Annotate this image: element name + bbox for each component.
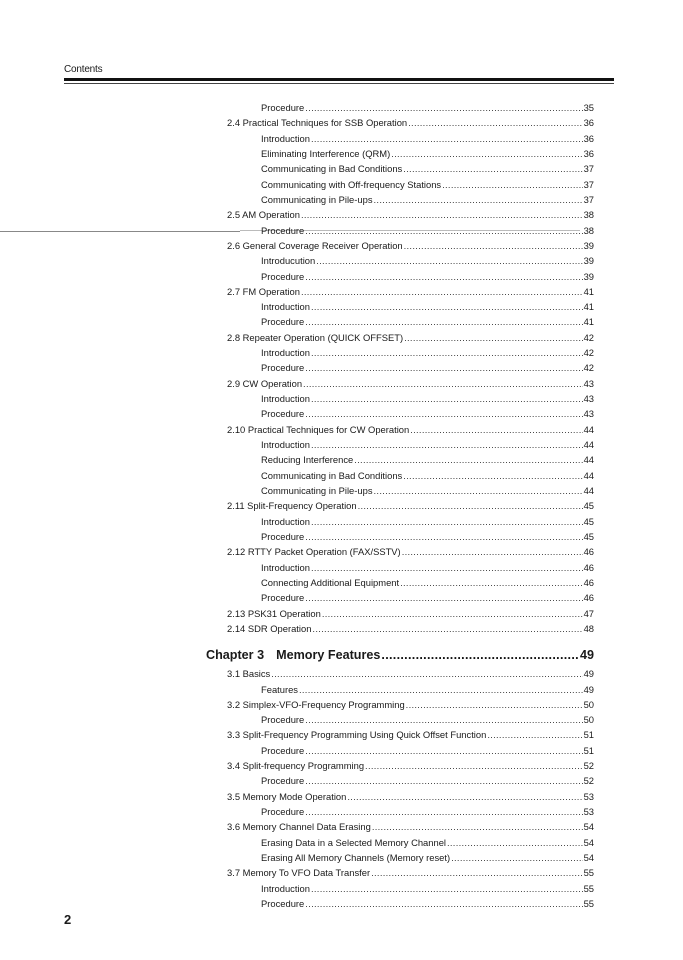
toc-chapter-entry[interactable]	[206, 646, 594, 664]
toc-subsection-entry[interactable]	[261, 851, 594, 865]
toc-entry-title: Introduction	[261, 439, 310, 451]
toc-entry-title: Connecting Additional Equipment	[261, 576, 400, 588]
toc-entry-title: 2.4 Practical Techniques for SSB Operation	[227, 117, 408, 129]
toc-page-number: 44	[583, 469, 594, 481]
toc-subsection-entry[interactable]	[261, 361, 594, 375]
toc-page-number: 54	[583, 821, 594, 833]
toc-page-number: 46	[583, 592, 594, 604]
toc-page-number: 54	[583, 836, 594, 848]
toc-entry-title: Introduction	[261, 515, 310, 527]
toc-entry-title: 2.13 PSK31 Operation	[227, 607, 321, 619]
toc-entry-title: 2.12 RTTY Packet Operation (FAX/SSTV)	[227, 546, 401, 558]
toc-page-number: 36	[583, 132, 594, 144]
dot-leader	[311, 561, 583, 575]
dot-leader	[358, 499, 583, 513]
toc-entry-title: Procedure	[261, 744, 305, 756]
dot-leader	[311, 346, 583, 360]
toc-section-entry[interactable]	[227, 499, 594, 513]
dot-leader	[403, 469, 582, 483]
dot-leader	[404, 239, 583, 253]
toc-page-number: 43	[583, 377, 594, 389]
toc-page-number: 38	[583, 224, 594, 236]
dot-leader	[301, 285, 583, 299]
toc-page-number: 35	[583, 102, 594, 113]
dot-leader	[305, 897, 582, 911]
dot-leader	[305, 530, 582, 544]
toc-page-number: 42	[583, 347, 594, 359]
dot-leader	[402, 545, 583, 559]
dot-leader	[371, 866, 582, 880]
toc-subsection-entry[interactable]	[261, 254, 594, 268]
dot-leader	[271, 667, 582, 681]
toc-entry-title: Communicating in Bad Conditions	[261, 469, 403, 481]
toc-entry-title: Communicating in Pile-ups	[261, 193, 373, 205]
toc-page-number: 43	[583, 393, 594, 405]
dot-leader	[311, 882, 583, 896]
toc-subsection-entry[interactable]	[261, 346, 594, 360]
page-number: 2	[64, 912, 72, 927]
toc-entry-title: Introducution	[261, 255, 316, 267]
dot-leader	[408, 116, 582, 130]
toc-page-number: 53	[583, 806, 594, 818]
toc-entry-title: Communicating with Off-frequency Stations	[261, 178, 442, 190]
toc-entry-title: 3.3 Split-Frequency Programming Using Quick Offset Function	[227, 729, 487, 741]
toc-page-number: 41	[583, 285, 594, 297]
toc-entry-title: 2.14 SDR Operation	[227, 622, 312, 634]
toc-page-number: 46	[583, 561, 594, 573]
toc-subsection-entry[interactable]	[261, 561, 594, 575]
dot-leader	[381, 646, 579, 664]
toc-page-number: 44	[583, 485, 594, 496]
toc-page-number: 53	[583, 790, 594, 802]
dot-leader	[305, 315, 582, 329]
dot-leader	[322, 607, 583, 621]
toc-subsection-entry[interactable]	[261, 484, 594, 498]
toc-entry-title: Erasing Data in a Selected Memory Channel	[261, 836, 446, 848]
toc-subsection-entry[interactable]	[261, 882, 594, 896]
dot-leader	[451, 851, 582, 865]
dot-leader	[311, 438, 583, 452]
dot-leader	[447, 836, 583, 850]
toc-entry-title: Eliminating Interference (QRM)	[261, 147, 391, 159]
toc-page-number: 51	[583, 729, 594, 741]
toc-entry-title: 2.6 General Coverage Receiver Operation	[227, 239, 403, 251]
toc-page-number: 41	[583, 316, 594, 328]
toc-subsection-entry[interactable]	[261, 300, 594, 314]
toc-page-number: 49	[583, 668, 594, 680]
toc-entry-title: 2.9 CW Operation	[227, 377, 303, 389]
toc-section-entry[interactable]	[227, 790, 594, 804]
toc-entry-title: 2.11 Split-Frequency Operation	[227, 500, 357, 512]
toc-section-entry[interactable]	[227, 820, 594, 834]
toc-subsection-entry[interactable]	[261, 407, 594, 421]
dot-leader	[305, 101, 582, 115]
toc-page-number: 50	[583, 698, 594, 710]
dot-leader	[354, 453, 582, 467]
toc-section-entry[interactable]	[227, 377, 594, 391]
toc-entry-title: Features	[261, 683, 298, 695]
toc-subsection-entry[interactable]	[261, 515, 594, 529]
toc-subsection-entry[interactable]	[261, 713, 594, 727]
toc-subsection-entry[interactable]	[261, 178, 594, 192]
dot-leader	[442, 178, 582, 192]
dot-leader	[404, 331, 582, 345]
toc-entry-title: 3.2 Simplex-VFO-Frequency Programming	[227, 698, 405, 710]
toc-page-number: 47	[583, 607, 594, 619]
dot-leader	[311, 515, 583, 529]
toc-page-number: 48	[583, 622, 594, 634]
toc-subsection-entry[interactable]	[261, 101, 594, 115]
header-title: Contents	[64, 64, 103, 75]
toc-section-entry[interactable]	[227, 208, 594, 222]
toc-page-number: 45	[583, 530, 594, 542]
dot-leader	[403, 162, 582, 176]
toc-entry-title: Procedure	[261, 270, 305, 282]
scan-artifact-line	[0, 231, 240, 232]
toc-subsection-entry[interactable]	[261, 438, 594, 452]
dot-leader	[311, 392, 583, 406]
toc-page-number: 49	[579, 648, 594, 663]
toc-entry-title: 3.6 Memory Channel Data Erasing	[227, 821, 371, 833]
dot-leader	[305, 361, 582, 375]
toc-subsection-entry[interactable]	[261, 744, 594, 758]
toc-entry-title: 2.5 AM Operation	[227, 209, 300, 221]
toc-section-entry[interactable]	[227, 866, 594, 880]
toc-page-number: 39	[583, 255, 594, 267]
toc-entry-title: Procedure	[261, 806, 305, 818]
toc-entry-title: Communicating in Bad Conditions	[261, 163, 403, 175]
toc-subsection-entry[interactable]	[261, 147, 594, 161]
toc-subsection-entry[interactable]	[261, 683, 594, 697]
toc-entry-title: 2.8 Repeater Operation (QUICK OFFSET)	[227, 331, 404, 343]
dot-leader	[391, 147, 582, 161]
toc-section-entry[interactable]	[227, 607, 594, 621]
dot-leader	[311, 300, 583, 314]
toc-entry-title: Introduction	[261, 132, 310, 144]
toc-entry-title: Procedure	[261, 714, 305, 726]
dot-leader	[374, 193, 583, 207]
toc-page-number: 51	[583, 744, 594, 756]
toc-page-number: 44	[583, 439, 594, 451]
header-rule	[64, 78, 614, 81]
chapter-number: Chapter 3	[206, 648, 265, 663]
toc-entry-title: Procedure	[261, 775, 305, 787]
dot-leader	[347, 790, 582, 804]
dot-leader	[305, 805, 582, 819]
toc-section-entry[interactable]	[227, 545, 594, 559]
toc-page-number: 55	[583, 867, 594, 879]
toc-page-number: 49	[583, 683, 594, 695]
toc-page-number: 39	[583, 239, 594, 251]
toc-entry-title: Procedure	[261, 408, 305, 420]
toc-page-number: 55	[583, 882, 594, 894]
toc-entry-title: Procedure	[261, 592, 305, 604]
toc-page-number: 36	[583, 147, 594, 159]
chapter-title: Memory Features	[276, 648, 381, 663]
toc-page-number: 42	[583, 331, 594, 343]
toc-entry-title: Communicating in Pile-ups	[261, 485, 373, 496]
toc-subsection-entry[interactable]	[261, 392, 594, 406]
toc-page-number: 55	[583, 898, 594, 909]
toc-section-entry[interactable]	[227, 423, 594, 437]
dot-leader	[316, 254, 582, 268]
toc-entry-title: 2.7 FM Operation	[227, 285, 300, 297]
header-rule-thin	[64, 83, 614, 84]
toc-page-number: 39	[583, 270, 594, 282]
dot-leader	[410, 423, 582, 437]
toc-entry-title: Procedure	[261, 102, 305, 113]
toc-subsection-entry[interactable]	[261, 576, 594, 590]
toc-subsection-entry[interactable]	[261, 270, 594, 284]
dot-leader	[301, 208, 583, 222]
toc-page-number: 50	[583, 714, 594, 726]
toc-entry-title: Introduction	[261, 347, 310, 359]
dot-leader	[299, 683, 583, 697]
dot-leader	[305, 224, 582, 238]
dot-leader	[305, 713, 582, 727]
toc-section-entry[interactable]	[227, 331, 594, 345]
toc-page-number: 46	[583, 546, 594, 558]
toc-entry-title: 3.1 Basics	[227, 668, 271, 680]
toc-subsection-entry[interactable]	[261, 591, 594, 605]
toc-page-number: 42	[583, 362, 594, 374]
dot-leader	[311, 132, 583, 146]
toc-entry-title: Procedure	[261, 224, 305, 236]
toc-entry-title: Introduction	[261, 301, 310, 313]
toc-subsection-entry[interactable]	[261, 836, 594, 850]
toc-page-number: 41	[583, 301, 594, 313]
toc-page-number: 54	[583, 852, 594, 864]
toc-entry-title: 3.7 Memory To VFO Data Transfer	[227, 867, 371, 879]
toc-page-number: 52	[583, 775, 594, 787]
dot-leader	[365, 759, 583, 773]
toc-subsection-entry[interactable]	[261, 193, 594, 207]
toc-entry-title: 2.10 Practical Techniques for CW Operation	[227, 423, 410, 435]
toc-page-number: 45	[583, 515, 594, 527]
toc-entry-title: Introduction	[261, 882, 310, 894]
dot-leader	[305, 270, 582, 284]
dot-leader	[487, 728, 582, 742]
toc-page-number: 36	[583, 117, 594, 129]
toc-page-number: 37	[583, 193, 594, 205]
dot-leader	[305, 774, 582, 788]
toc-entry-title: Procedure	[261, 898, 305, 909]
toc-page-number: 37	[583, 178, 594, 190]
toc-page-number: 43	[583, 408, 594, 420]
toc-section-entry[interactable]	[227, 698, 594, 712]
toc-page-number: 38	[583, 209, 594, 221]
toc-entry-title: Introduction	[261, 393, 310, 405]
toc-subsection-entry[interactable]	[261, 453, 594, 467]
toc-entry-title: Procedure	[261, 530, 305, 542]
toc-section-entry[interactable]	[227, 285, 594, 299]
toc-subsection-entry[interactable]	[261, 805, 594, 819]
dot-leader	[303, 377, 583, 391]
dot-leader	[406, 698, 583, 712]
toc-entry-title: Introduction	[261, 561, 310, 573]
toc-entry-title: 3.5 Memory Mode Operation	[227, 790, 347, 802]
toc-subsection-entry[interactable]	[261, 469, 594, 483]
toc-entry-title: Erasing All Memory Channels (Memory reset)	[261, 852, 451, 864]
toc-entry-title: 3.4 Split-frequency Programming	[227, 760, 365, 772]
toc-page-number: 37	[583, 163, 594, 175]
toc-entry-title: Reducing Interference	[261, 454, 354, 466]
toc-subsection-entry[interactable]	[261, 897, 594, 911]
toc-entry-title	[206, 646, 381, 664]
toc-page-number: 44	[583, 454, 594, 466]
toc-section-entry[interactable]	[227, 667, 594, 681]
toc-subsection-entry[interactable]	[261, 315, 594, 329]
toc-subsection-entry[interactable]	[261, 132, 594, 146]
toc-subsection-entry[interactable]	[261, 224, 594, 238]
dot-leader	[305, 744, 582, 758]
toc-section-entry[interactable]	[227, 239, 594, 253]
toc-section-entry[interactable]	[227, 116, 594, 130]
toc-subsection-entry[interactable]	[261, 162, 594, 176]
toc-section-entry[interactable]	[227, 622, 594, 636]
dot-leader	[312, 622, 582, 636]
dot-leader	[372, 820, 583, 834]
toc-section-entry[interactable]	[227, 759, 594, 773]
toc-subsection-entry[interactable]	[261, 774, 594, 788]
toc-entry-title: Procedure	[261, 362, 305, 374]
toc-page-number: 52	[583, 760, 594, 772]
toc-page-number: 45	[583, 500, 594, 512]
toc-section-entry[interactable]	[227, 728, 594, 742]
toc-entry-title: Procedure	[261, 316, 305, 328]
toc-page-number: 44	[583, 423, 594, 435]
toc-page-number: 46	[583, 576, 594, 588]
dot-leader	[305, 591, 582, 605]
dot-leader	[400, 576, 582, 590]
dot-leader	[305, 407, 582, 421]
toc-subsection-entry[interactable]	[261, 530, 594, 544]
dot-leader	[374, 484, 583, 498]
